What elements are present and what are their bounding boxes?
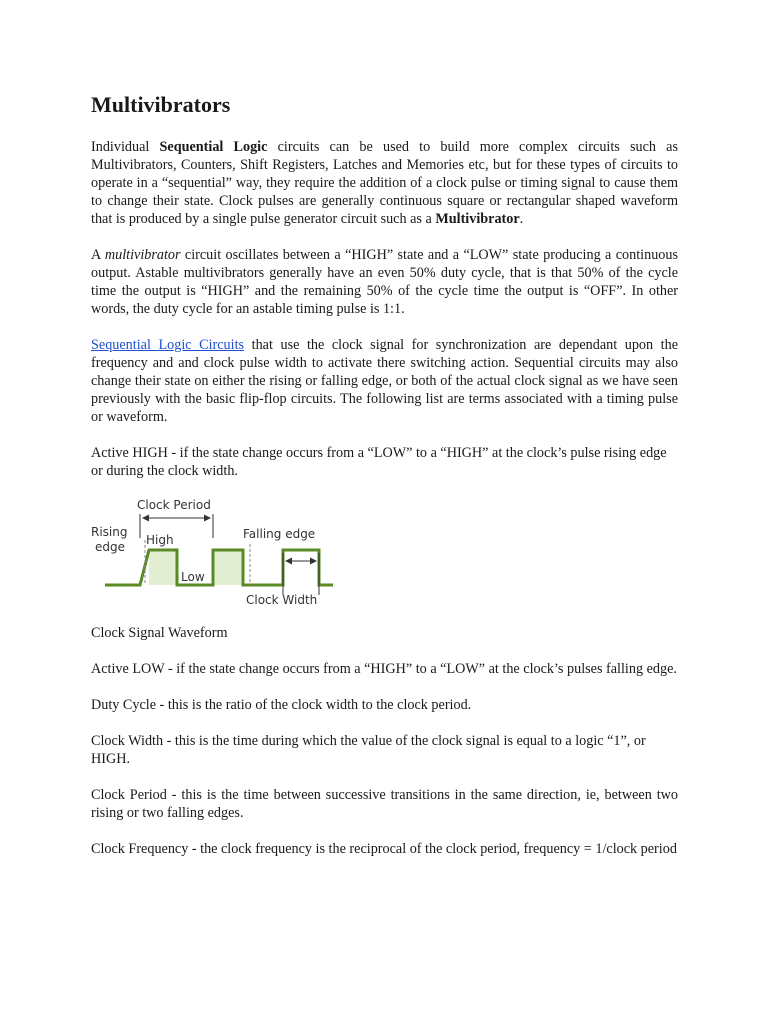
active-high-paragraph: Active HIGH - if the state change occurs from a “LOW” to a “HIGH” at the clock’s pulse rising edge or during the clock width.: [91, 445, 667, 479]
intro-text-3: .: [519, 211, 524, 227]
sequential-circuits-paragraph: [91, 336, 678, 426]
intro-paragraph: [91, 138, 678, 228]
clock-width-paragraph: Clock Width - this is the time during which the value of the clock signal is equal to a logic “1”, or HIGH.: [91, 733, 646, 767]
figure-caption: Clock Signal Waveform: [91, 625, 228, 641]
intro-text-1: Individual: [91, 139, 160, 155]
intro-bold-multivibrator: Multivibrator: [435, 211, 520, 227]
label-low: Low: [181, 570, 205, 584]
duty-cycle-paragraph: Duty Cycle - this is the ratio of the clock width to the clock period.: [91, 697, 472, 713]
clock-period-paragraph: Clock Period - this is the time between successive transitions in the same direction, ie, between two rising or two falling edges.: [91, 787, 678, 821]
para2-text-2: circuit oscillates between a “HIGH” state and a “LOW” state producing a continuous output. Astable multivibrators generally have an even 50% duty cycle, that is that 50% of the cycle time the output is “HIGH” and the remaining 50% of the cycle time the output is “OFF”. In other words, the duty cycle for an astable timing pulse is 1:1.: [91, 247, 678, 317]
clock-waveform-figure: [91, 498, 351, 606]
para2-italic-multivibrator: multivibrator: [104, 247, 181, 263]
label-rising-1: Rising: [91, 525, 128, 539]
label-falling-edge: Falling edge: [243, 527, 316, 541]
intro-text-2: circuits can be used to build more complex circuits such as Multivibrators, Counters, Shift Registers, Latches and Memories etc, but for these types of circuits to operate in a “sequential” way, they require the addition of a clock pulse or timing signal to cause them to change their state. Clock pulses are generally continuous square or rectangular shaped waveform that is produced by a single pulse generator circuit such as a: [91, 139, 678, 227]
clock-waveform-svg: [91, 498, 351, 606]
pulse-fill-2: [213, 550, 243, 585]
label-high: High: [146, 533, 174, 547]
intro-bold-sequential-logic: Sequential Logic: [159, 139, 268, 155]
para2-text-1: A: [91, 247, 105, 263]
sequential-logic-circuits-link[interactable]: Sequential Logic Circuits: [91, 337, 245, 353]
label-rising-2: edge: [95, 540, 125, 554]
document-page: [91, 90, 678, 876]
para3-text: that use the clock signal for synchronization are dependant upon the frequency and and clock pulse width to activate there switching action. Sequential circuits may also change their state on either the rising or falling edge, or both of the actual clock signal as we have seen previously with the basic flip-flop circuits. The following list are terms associated with a timing pulse or waveform.: [91, 337, 679, 425]
clock-frequency-paragraph: Clock Frequency - the clock frequency is the reciprocal of the clock period, frequency = 1/clock period: [91, 841, 677, 857]
multivibrator-paragraph: [91, 246, 678, 318]
active-low-paragraph: Active LOW - if the state change occurs from a “HIGH” to a “LOW” at the clock’s pulses falling edge.: [91, 661, 677, 677]
label-clock-width: Clock Width: [246, 593, 318, 606]
page-title: Multivibrators: [91, 92, 231, 117]
pulse-fill-1: [149, 550, 177, 585]
label-clock-period: Clock Period: [137, 498, 211, 512]
